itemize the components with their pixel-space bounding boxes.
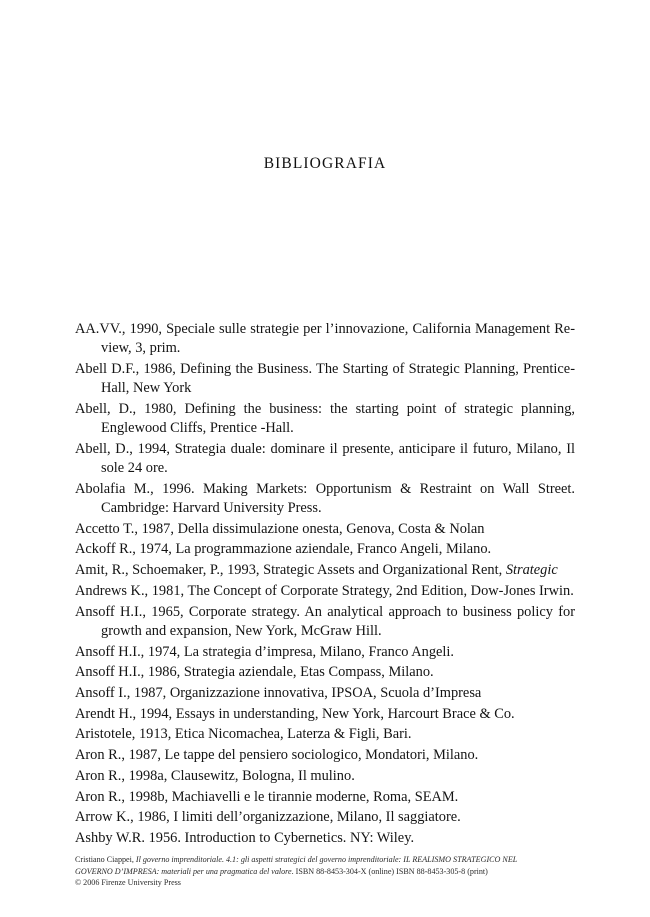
footer-line-2 [75, 866, 575, 878]
footer-author: Cristiano Ciappei, [75, 854, 136, 864]
entry-text: Abell D.F., 1986, Defining the Business. The Starting of Strategic Planning, Prentice-Hall, New York [75, 360, 575, 397]
entry-text: Ashby W.R. 1956. Introduction to Cybernetics. NY: Wiley. [75, 829, 415, 846]
bibliography-entry [75, 561, 575, 580]
bibliography-entry [75, 767, 575, 786]
bibliography-list [75, 320, 575, 850]
entry-text: Arendt H., 1994, Essays in understanding, New York, Harcourt Brace & Co. [75, 705, 515, 722]
entry-text: AA.VV., 1990, Speciale sulle strategie per l’innovazione, California Management Re-view, 3, prim. [75, 321, 575, 357]
footer-title-part-1: Il governo imprenditoriale. 4.1: gli aspetti strategici del governo imprenditoriale: IL REALISMO STRATEGICO NEL [135, 854, 518, 864]
entry-text: Aristotele, 1913, Etica Nicomachea, Laterza & Figli, Bari. [75, 726, 412, 743]
bibliography-entry [75, 684, 575, 703]
entry-text: Aron R., 1987, Le tappe del pensiero sociologico, Mondatori, Milano. [75, 747, 479, 764]
bibliography-entry [75, 520, 575, 539]
entry-text: Ansoff H.I., 1965, Corporate strategy. An analytical approach to business policy for growth and expansion, New York, McGraw Hill. [75, 603, 575, 639]
bibliography-entry [75, 480, 575, 518]
bibliography-entry [75, 540, 575, 559]
bibliography-entry [75, 663, 575, 682]
bibliography-entry [75, 808, 575, 827]
page-title: BIBLIOGRAFIA [263, 155, 387, 172]
bibliography-entry [75, 788, 575, 807]
bibliography-entry [75, 320, 575, 358]
entry-text: Aron R., 1998b, Machiavelli e le tirannie moderne, Roma, SEAM. [75, 788, 459, 805]
bibliography-entry [75, 746, 575, 765]
bibliography-entry [75, 440, 575, 478]
bibliography-entry [75, 643, 575, 662]
entry-text: Andrews K., 1981, The Concept of Corporate Strategy, 2nd Edition, Dow-Jones Irwin. [75, 582, 574, 599]
bibliography-entry [75, 582, 575, 601]
bibliography-entry [75, 400, 575, 438]
bibliography-entry [75, 603, 575, 641]
footer-title-part-2: GOVERNO D’IMPRESA: materiali per una pragmatica del valore [75, 866, 292, 876]
page-footer [75, 854, 575, 889]
bibliography-entry [75, 705, 575, 724]
bibliography-entry [75, 725, 575, 744]
footer-line-1 [75, 854, 575, 866]
entry-text: Ansoff H.I., 1974, La strategia d’impresa, Milano, Franco Angeli. [75, 643, 455, 660]
entry-italic-text: Strategic [505, 562, 558, 579]
entry-text: Accetto T., 1987, Della dissimulazione onesta, Genova, Costa & Nolan [75, 520, 485, 537]
entry-text: Ansoff H.I., 1986, Strategia aziendale, Etas Compass, Milano. [75, 664, 434, 681]
entry-text: Aron R., 1998a, Clausewitz, Bologna, Il mulino. [75, 767, 355, 784]
bibliography-entry [75, 829, 575, 848]
entry-text: Ackoff R., 1974, La programmazione aziendale, Franco Angeli, Milano. [75, 541, 492, 558]
bibliography-entry [75, 360, 575, 398]
footer-isbn: . ISBN 88-8453-304-X (online) ISBN 88-8453-305-8 (print) [291, 866, 488, 876]
footer-copyright: © 2006 Firenze University Press [75, 878, 181, 888]
entry-text: Amit, R., Schoemaker, P., 1993, Strategic Assets and Organizational Rent, [75, 562, 506, 579]
entry-text: Abell, D., 1980, Defining the business: the starting point of strategic planning, Englewood Cliffs, Prentice -Hall. [75, 400, 575, 437]
entry-text: Arrow K., 1986, I limiti dell’organizzazione, Milano, Il saggiatore. [75, 809, 461, 826]
entry-text: Abell, D., 1994, Strategia duale: dominare il presente, anticipare il futuro, Milano, Il sole 24 ore. [75, 440, 575, 477]
entry-text: Ansoff I., 1987, Organizzazione innovativa, IPSOA, Scuola d’Impresa [75, 684, 482, 701]
entry-text: Abolafia M., 1996. Making Markets: Opportunism & Restraint on Wall Street. Cambridge: Harvard University Press. [75, 480, 575, 516]
